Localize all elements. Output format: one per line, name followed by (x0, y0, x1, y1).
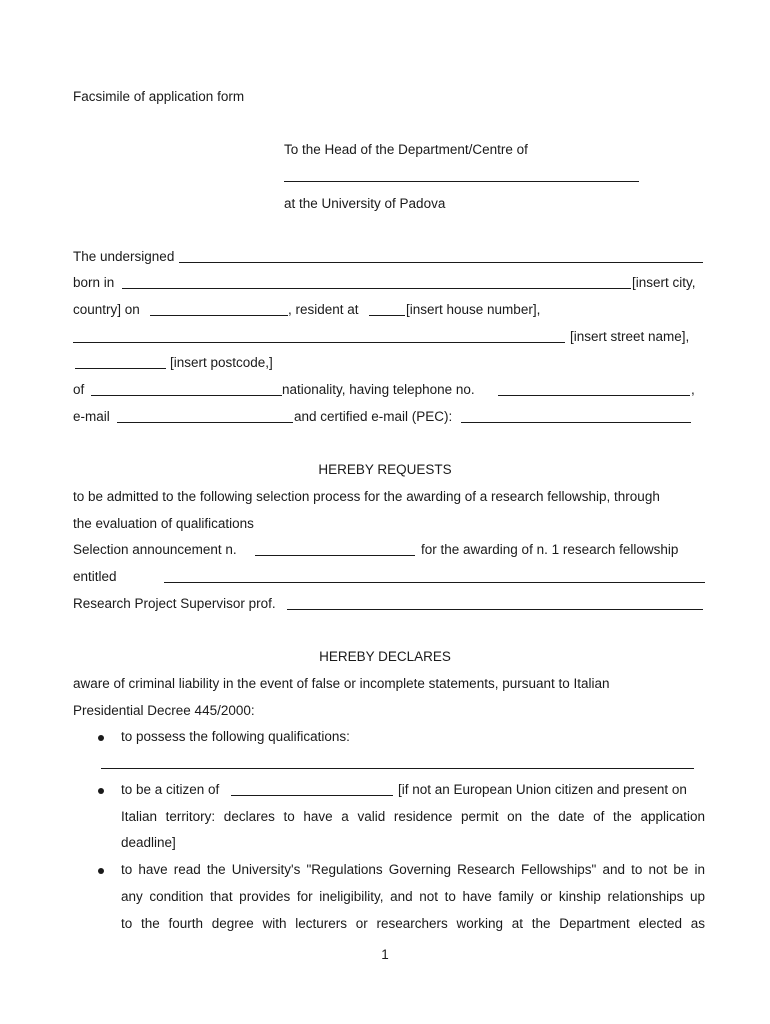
of-label: of (73, 382, 85, 397)
requests-line-1: to be admitted to the following selection process for the awarding of a research fellowship, through (73, 489, 660, 504)
citizenship-blank[interactable] (231, 795, 393, 796)
page-number: 1 (381, 947, 389, 962)
undersigned-label: The undersigned (73, 249, 175, 264)
addressee-line: To the Head of the Department/Centre of (284, 142, 528, 157)
title-blank[interactable] (164, 582, 705, 583)
supervisor-blank[interactable] (287, 609, 703, 610)
citizen-label: to be a citizen of (121, 782, 220, 797)
insert-city-hint: [insert city, (632, 275, 696, 290)
comma: , (691, 382, 695, 397)
department-blank[interactable] (284, 181, 639, 182)
email-blank[interactable] (117, 422, 293, 423)
street-blank[interactable] (73, 342, 565, 343)
postcode-hint: [insert postcode,] (170, 355, 273, 370)
regulations-line-2: any condition that provides for ineligibility, and not to have family or kinship relationships up (121, 889, 705, 904)
bullet-icon (98, 868, 104, 874)
name-blank[interactable] (179, 262, 703, 263)
street-name-hint: [insert street name], (570, 329, 690, 344)
telephone-blank[interactable] (498, 395, 690, 396)
announcement-blank[interactable] (255, 555, 415, 556)
declares-line-1: aware of criminal liability in the event of false or incomplete statements, pursuant to Italian (73, 676, 610, 691)
requests-heading: HEREBY REQUESTS (318, 462, 452, 477)
declares-line-2: Presidential Decree 445/2000: (73, 703, 255, 718)
citizen-note-line-3: deadline] (121, 835, 176, 850)
house-number-hint: [insert house number], (406, 302, 541, 317)
entitled-label: entitled (73, 569, 117, 584)
declares-heading: HEREBY DECLARES (319, 649, 451, 664)
birthplace-blank[interactable] (122, 288, 631, 289)
born-in-label: born in (73, 275, 115, 290)
postcode-blank[interactable] (75, 368, 166, 369)
house-number-blank[interactable] (369, 315, 405, 316)
resident-at-label: , resident at (288, 302, 359, 317)
requests-line-2: the evaluation of qualifications (73, 516, 254, 531)
form-title: Facsimile of application form (73, 89, 245, 104)
email-label: e-mail (73, 409, 110, 424)
regulations-line-1: to have read the University's "Regulations Governing Research Fellowships" and to not be in (121, 862, 705, 877)
awarding-label: for the awarding of n. 1 research fellowship (421, 542, 679, 557)
nationality-blank[interactable] (91, 395, 282, 396)
bullet-icon (98, 788, 104, 794)
bullet-icon (98, 735, 104, 741)
qualifications-item: to possess the following qualifications: (121, 729, 350, 744)
supervisor-label: Research Project Supervisor prof. (73, 596, 276, 611)
citizen-note-line-2: Italian territory: declares to have a valid residence permit on the date of the application (121, 809, 705, 824)
pec-blank[interactable] (461, 422, 691, 423)
announcement-label: Selection announcement n. (73, 542, 237, 557)
country-on-label: country] on (73, 302, 140, 317)
birthdate-blank[interactable] (150, 315, 288, 316)
nationality-label: nationality, having telephone no. (282, 382, 475, 397)
university-line: at the University of Padova (284, 196, 446, 211)
qualifications-blank[interactable] (101, 768, 694, 769)
regulations-line-3: to the fourth degree with lecturers or researchers working at the Department elected as (121, 916, 705, 931)
pec-label: and certified e-mail (PEC): (294, 409, 453, 424)
citizen-note: [if not an European Union citizen and present on (398, 782, 687, 797)
